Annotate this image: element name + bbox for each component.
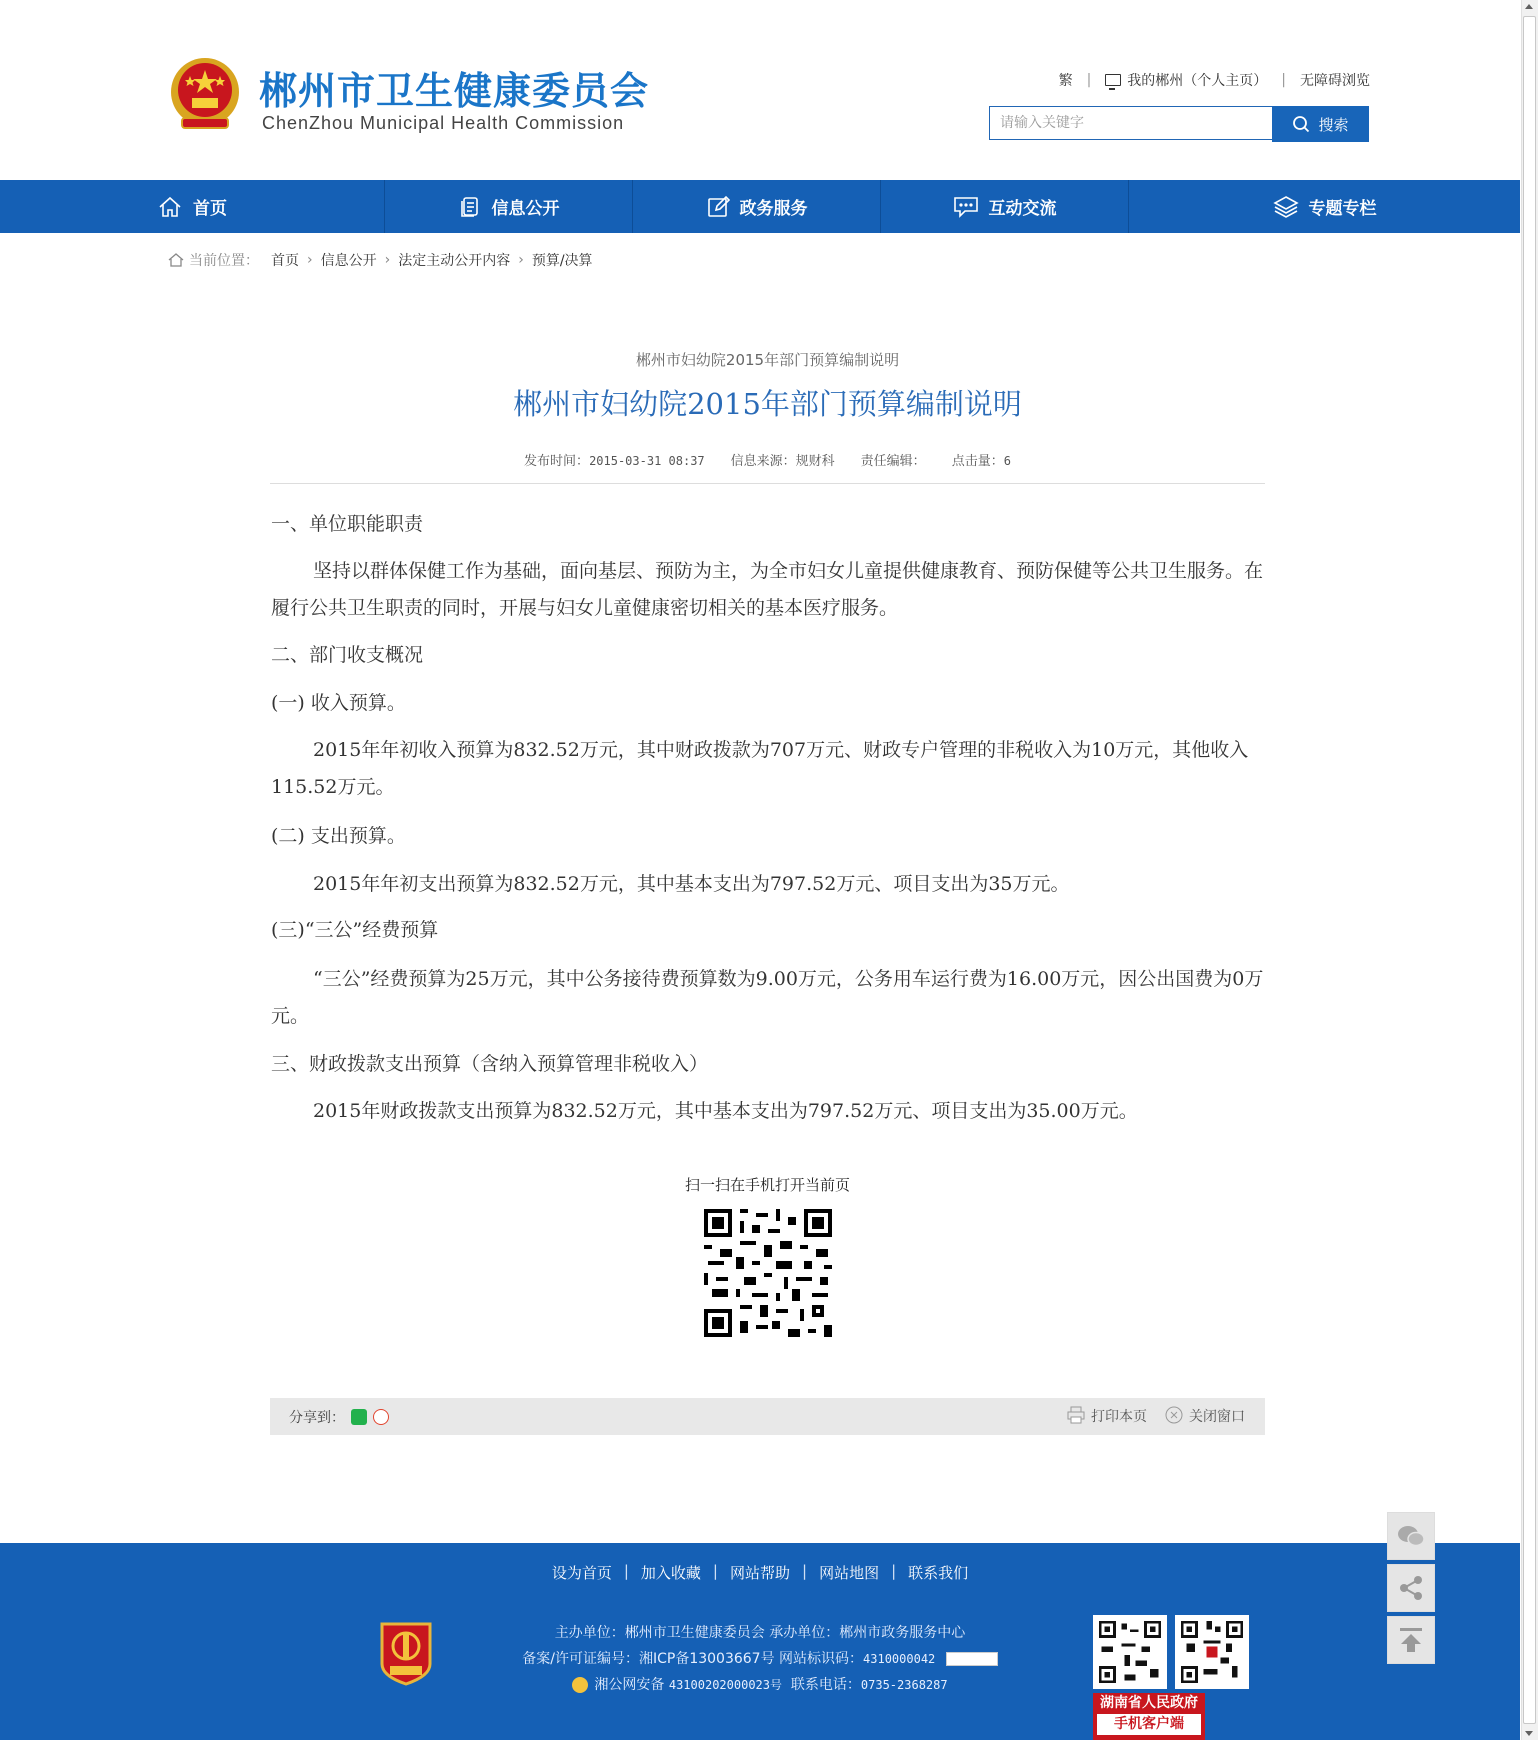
footer-links: 设为首页 | 加入收藏 | 网站帮助 | 网站地图 | 联系我们	[551, 1562, 969, 1582]
nav-label: 政务服务	[739, 199, 808, 219]
footer-link[interactable]: 网站地图	[819, 1564, 880, 1582]
footer-police: 湘公网安备 43100202000023号 联系电话：0735-2368287	[420, 1674, 1100, 1694]
traditional-chinese-link[interactable]: 繁	[1058, 73, 1073, 89]
article-kicker: 郴州市妇幼院2015年部门预算编制说明	[635, 351, 900, 369]
footer-sponsor: 主办单位：郴州市卫生健康委员会 承办单位：郴州市政务服务中心	[554, 1625, 966, 1641]
qr-code-icon	[1093, 1615, 1167, 1689]
view-count: 点击量：6	[951, 454, 1011, 469]
paragraph: 坚持以群体保健工作为基础，面向基层、预防为主，为全市妇女儿童提供健康教育、预防保健等公共卫生服务。在履行公共卫生职责的同时，开展与妇女儿童健康密切相关的基本医疗服务。	[271, 560, 1264, 619]
cnzz-icon	[946, 1652, 998, 1666]
arrow-up-icon	[1398, 1626, 1424, 1654]
nav-item-interaction[interactable]	[881, 180, 1129, 233]
breadcrumb-item[interactable]: 预算/决算	[531, 253, 593, 269]
footer-icp: 备案/许可证编号：湘ICP备13003667号 网站标识码：4310000042	[420, 1648, 1100, 1668]
footer-link[interactable]: 网站帮助	[729, 1564, 790, 1582]
paragraph: “三公”经费预算为25万元，其中公务接待费预算数为9.00万元，公务用车运行费为16.00万元，因公出国费为0万元。	[271, 968, 1264, 1027]
back-to-top-button[interactable]	[1387, 1616, 1435, 1664]
police-emblem-icon	[572, 1677, 588, 1693]
paragraph: 2015年财政拨款支出预算为832.52万元，其中基本支出为797.52万元、项目支出为35.00万元。	[313, 1100, 1138, 1122]
nav-label: 信息公开	[491, 199, 560, 219]
share-actions	[1067, 1406, 1245, 1428]
info-source: 信息来源：规财科	[730, 454, 835, 469]
breadcrumb-prefix: 当前位置：	[189, 253, 259, 269]
hunan-gov-app-badge[interactable]: 湖南省人民政府 手机客户端	[1093, 1693, 1205, 1740]
search-icon	[1292, 115, 1310, 133]
wechat-icon	[1396, 1523, 1426, 1549]
separator: |	[1281, 72, 1286, 88]
section-heading: 二、部门收支概况	[271, 644, 424, 666]
accessible-browse-link[interactable]: 无障碍浏览	[1300, 73, 1370, 89]
divider	[270, 483, 1265, 484]
chevron-right-icon: ›	[518, 252, 524, 268]
site-title: 郴州市卫生健康委员会	[259, 69, 650, 113]
article-title: 郴州市妇幼院2015年部门预算编制说明	[513, 387, 1022, 421]
printer-icon	[1067, 1406, 1085, 1428]
nav-label: 首页	[193, 199, 227, 219]
scroll-down-icon[interactable]	[1525, 1731, 1533, 1736]
nav-item-info[interactable]	[385, 180, 633, 233]
section-heading: 三、财政拨款支出预算（含纳入预算管理非税收入）	[271, 1053, 709, 1075]
scroll-up-icon[interactable]	[1525, 4, 1533, 9]
wechat-icon[interactable]	[351, 1409, 367, 1425]
section-heading: 一、单位职能职责	[271, 513, 424, 535]
chevron-right-icon: ›	[384, 252, 391, 268]
home-icon	[168, 252, 184, 268]
chevron-right-icon: ›	[307, 252, 313, 268]
breadcrumb-item[interactable]: 法定主动公开内容	[398, 253, 511, 269]
share-bar	[270, 1398, 1265, 1435]
top-links	[1000, 70, 1370, 90]
editor: 责任编辑：	[860, 454, 926, 469]
footer-link[interactable]: 设为首页	[551, 1564, 612, 1582]
print-button[interactable]: 打印本页	[1067, 1406, 1147, 1428]
subsection-heading: (二) 支出预算。	[271, 825, 406, 847]
article-meta	[270, 450, 1265, 469]
paragraph: 2015年年初支出预算为832.52万元，其中基本支出为797.52万元、项目支出为35万元。	[313, 873, 1070, 895]
breadcrumb-item[interactable]: 信息公开	[320, 253, 377, 269]
nav-item-topics[interactable]	[1129, 180, 1520, 233]
nav-item-services[interactable]	[633, 180, 881, 233]
wechat-float-button[interactable]	[1387, 1512, 1435, 1560]
my-chenzhou-link[interactable]: 我的郴州（个人主页）	[1127, 73, 1268, 89]
site-subtitle: ChenZhou Municipal Health Commission	[262, 113, 625, 133]
home-icon	[157, 195, 183, 219]
search-input[interactable]: 请输入关键字	[989, 106, 1272, 140]
subsection-heading: (一) 收入预算。	[271, 692, 406, 714]
close-window-button[interactable]: 关闭窗口	[1165, 1406, 1245, 1428]
search-button[interactable]	[1272, 106, 1369, 142]
monitor-icon	[1105, 74, 1121, 86]
share-label: 分享到：	[289, 1409, 345, 1426]
national-emblem-icon	[168, 56, 242, 136]
nav-item-home[interactable]	[0, 180, 385, 233]
footer-link[interactable]: 加入收藏	[640, 1564, 701, 1582]
scrollbar-thumb[interactable]	[1523, 16, 1536, 1724]
weibo-icon[interactable]	[373, 1409, 389, 1425]
share-icon	[1397, 1574, 1425, 1602]
paragraph: 2015年年初收入预算为832.52万元，其中财政拨款为707万元、财政专户管理的非税收入为10万元，其他收入115.52万元。	[271, 739, 1249, 798]
qr-caption: 扫一扫在手机打开当前页	[684, 1176, 850, 1194]
separator: |	[1086, 72, 1092, 88]
search-button-label: 搜索	[1318, 115, 1349, 134]
qr-code-icon	[1175, 1615, 1249, 1689]
edit-icon	[706, 195, 730, 219]
close-icon	[1165, 1406, 1183, 1428]
breadcrumb-item[interactable]: 首页	[271, 253, 299, 269]
subsection-heading: (三)“三公”经费预算	[271, 919, 439, 941]
chat-icon	[953, 195, 979, 219]
layers-icon	[1273, 195, 1299, 219]
nav-label: 互动交流	[988, 199, 1057, 219]
qr-code-icon	[700, 1205, 836, 1341]
document-icon	[458, 195, 482, 219]
publish-time: 发布时间：2015-03-31 08:37	[524, 454, 705, 469]
breadcrumb	[168, 250, 593, 270]
nav-label: 专题专栏	[1308, 199, 1377, 219]
main-nav	[0, 180, 1520, 233]
share-float-button[interactable]	[1387, 1564, 1435, 1612]
footer-link[interactable]: 联系我们	[908, 1564, 969, 1582]
